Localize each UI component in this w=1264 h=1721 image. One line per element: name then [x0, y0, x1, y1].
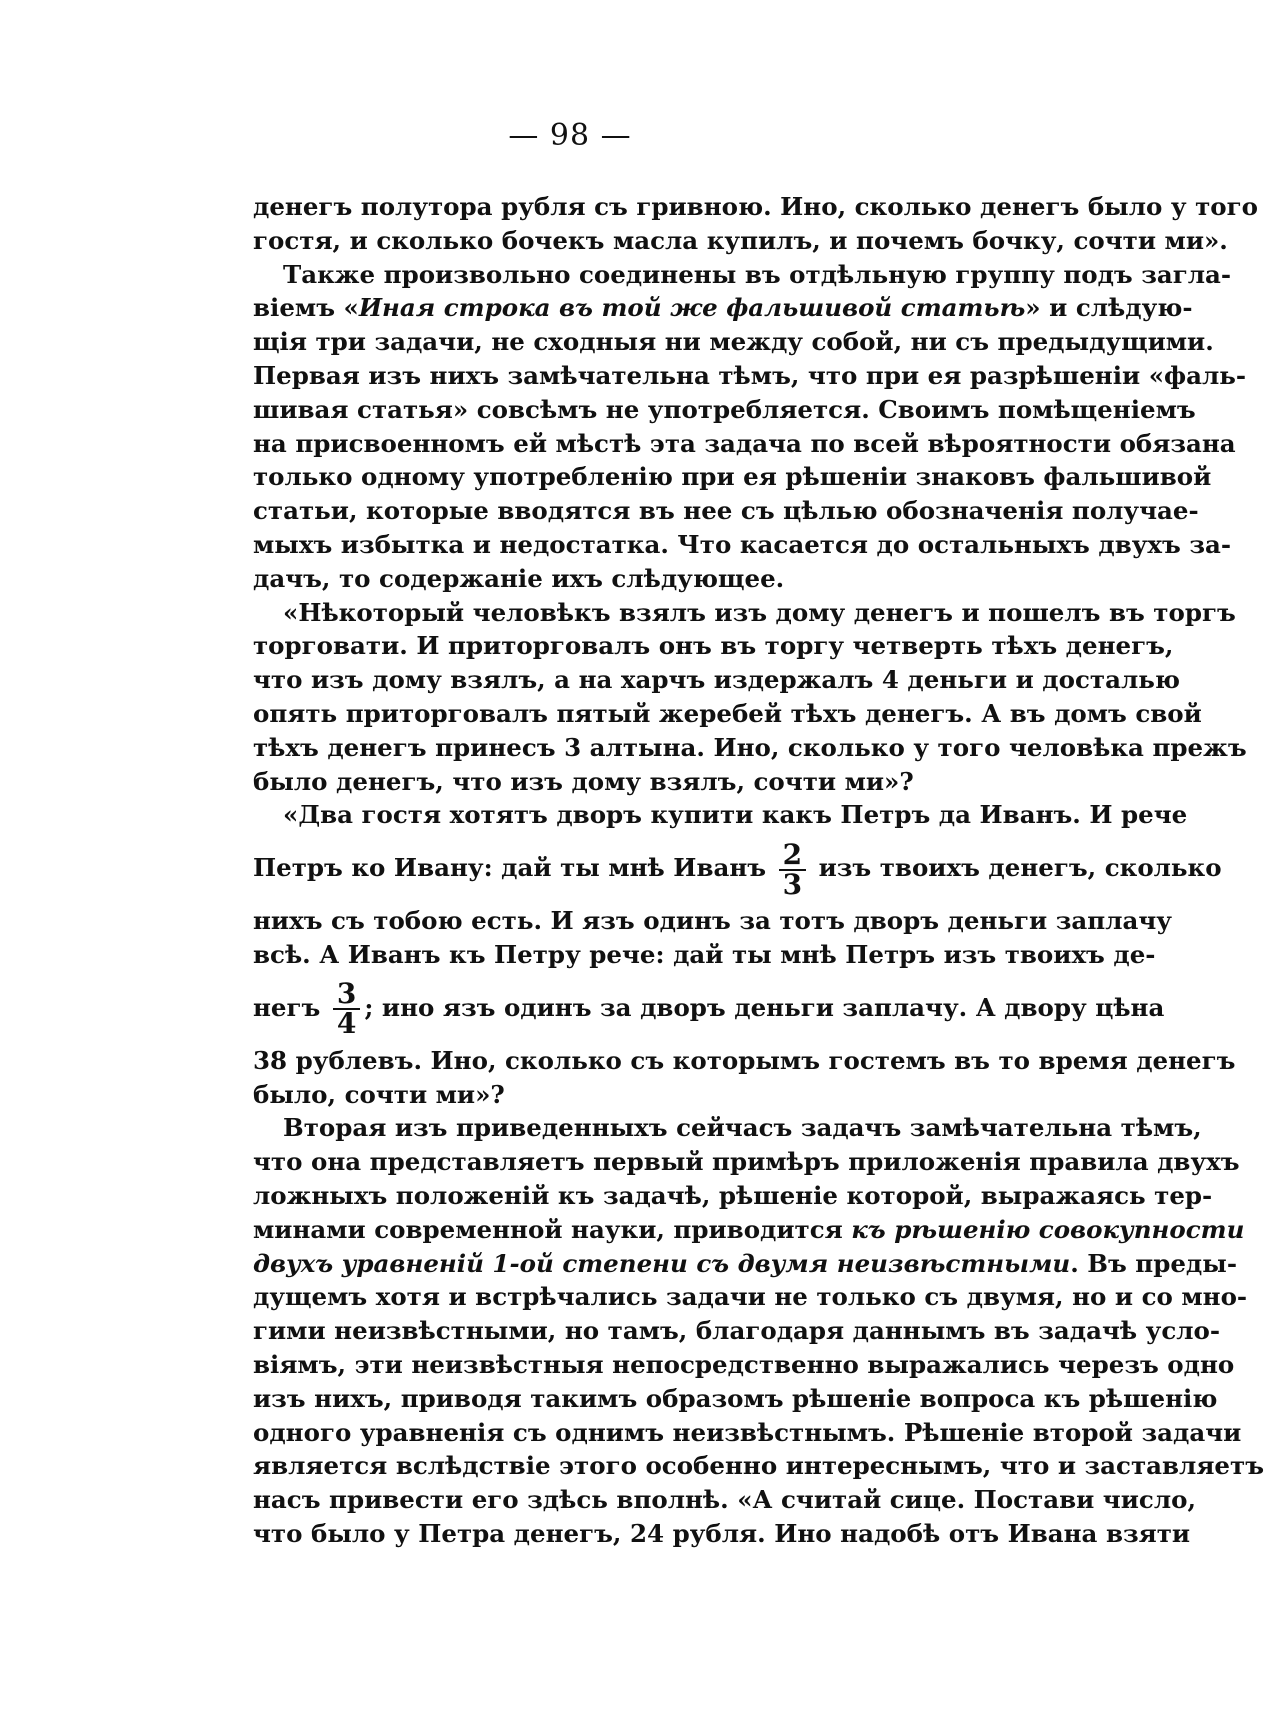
- italic-phrase: двухъ уравненій 1-ой степени съ двумя неизвѣстными: [253, 1248, 1071, 1278]
- text-line: дачъ, то содержаніе ихъ слѣдующее.: [253, 563, 785, 593]
- text-line: всѣ. А Иванъ къ Петру рече: дай ты мнѣ Петръ изъ твоихъ де-: [253, 939, 1156, 969]
- text-line: минами современной науки, приводится къ рѣшенію совокупности: [253, 1214, 1245, 1244]
- text-line: Петръ ко Ивану: дай ты мнѣ Иванъ $\frac{2}{3}$ изъ твоихъ денегъ, сколько: [253, 837, 1222, 901]
- fraction-two-thirds: $\frac{2}{3}$: [779, 841, 806, 899]
- text-line: дущемъ хотя и встрѣчались задачи не только съ двумя, но и со мно-: [253, 1282, 1248, 1312]
- text-line: Вторая изъ приведенныхъ сейчасъ задачъ замѣчательна тѣмъ,: [283, 1113, 1202, 1143]
- text-line: что изъ дому взялъ, а на харчъ издержалъ 4 деньги и досталью: [253, 665, 1180, 695]
- text-line: что она представляетъ первый примѣръ приложенія правила двухъ: [253, 1147, 1240, 1177]
- text-line: одного уравненія съ однимъ неизвѣстнымъ. Рѣшеніе второй задачи: [253, 1417, 1242, 1447]
- text-line: опять приторговалъ пятый жеребей тѣхъ денегъ. А въ домъ свой: [253, 698, 1202, 728]
- text-line: было, сочти ми»?: [253, 1079, 505, 1109]
- text-line: «Два гостя хотятъ дворъ купити какъ Петръ да Иванъ. И рече: [283, 800, 1188, 830]
- text-line: двухъ уравненій 1-ой степени съ двумя неизвѣстными. Въ преды-: [253, 1248, 1237, 1278]
- text-line: ложныхъ положеній къ задачѣ, рѣшеніе которой, выражаясь тер-: [253, 1180, 1213, 1210]
- text-line: торговати. И приторговалъ онъ въ торгу четверть тѣхъ денегъ,: [253, 631, 1174, 661]
- italic-phrase: къ рѣшенію совокупности: [851, 1214, 1245, 1244]
- text-line: «Нѣкоторый человѣкъ взялъ изъ дому денегъ и пошелъ въ торгъ: [283, 597, 1236, 627]
- text-line: является вслѣдствіе этого особенно интереснымъ, что и заставляетъ: [253, 1451, 1264, 1481]
- text-line: нихъ съ тобою есть. И язъ одинъ за тотъ дворъ деньги заплачу: [253, 906, 1172, 936]
- text-line: віемъ «Иная строка въ той же фальшивой статьѣ» и слѣдую-: [253, 293, 1193, 323]
- text-line: гими неизвѣстными, но тамъ, благодаря даннымъ въ задачѣ усло-: [253, 1316, 1221, 1346]
- text-line: изъ нихъ, приводя такимъ образомъ рѣшеніе вопроса къ рѣшенію: [253, 1383, 1218, 1413]
- text-line: статьи, которые вводятся въ нее съ цѣлью обозначенія получае-: [253, 496, 1199, 526]
- text-line: Первая изъ нихъ замѣчательна тѣмъ, что при ея разрѣшеніи «фаль-: [253, 360, 1247, 390]
- page-number: — 98 —: [508, 118, 632, 153]
- text-line: шивая статья» совсѣмъ не употребляется. Своимъ помѣщеніемъ: [253, 394, 1196, 424]
- text-line: Также произвольно соединены въ отдѣльную группу подъ загла-: [283, 259, 1232, 289]
- text-line: насъ привести его здѣсь вполнѣ. «А считай сице. Постави число,: [253, 1485, 1196, 1515]
- fraction-three-quarters: $\frac{3}{4}$: [333, 980, 360, 1038]
- text-line: денегъ полутора рубля съ гривною. Ино, сколько денегъ было у того: [253, 192, 1258, 221]
- body-text: [253, 190, 1264, 1551]
- text-line: тѣхъ денегъ принесъ 3 алтына. Ино, сколько у того человѣка прежъ: [253, 732, 1247, 762]
- italic-title: Иная строка въ той же фальшивой статьѣ: [358, 293, 1026, 323]
- text-line: щія три задачи, не сходныя ни между собой, ни съ предыдущими.: [253, 327, 1214, 357]
- text-line: віямъ, эти неизвѣстныя непосредственно выражались черезъ одно: [253, 1349, 1235, 1379]
- text-line: было денегъ, что изъ дому взялъ, сочти ми»?: [253, 766, 914, 796]
- text-line: мыхъ избытка и недостатка. Что касается до остальныхъ двухъ за-: [253, 529, 1232, 559]
- text-line: негъ $\frac{3}{4}$ ; ино язъ одинъ за дворъ деньги заплачу. А двору цѣна: [253, 977, 1165, 1041]
- text-line: гостя, и сколько бочекъ масла купилъ, и почемъ бочку, сочти ми».: [253, 225, 1228, 255]
- text-line: только одному употребленію при ея рѣшеніи знаковъ фальшивой: [253, 462, 1212, 492]
- text-line: 38 рублевъ. Ино, сколько съ которымъ гостемъ въ то время денегъ: [253, 1045, 1236, 1075]
- text-line: что было у Петра денегъ, 24 рубля. Ино надобѣ отъ Ивана взяти: [253, 1518, 1191, 1548]
- text-line: на присвоенномъ ей мѣстѣ эта задача по всей вѣроятности обязана: [253, 428, 1236, 458]
